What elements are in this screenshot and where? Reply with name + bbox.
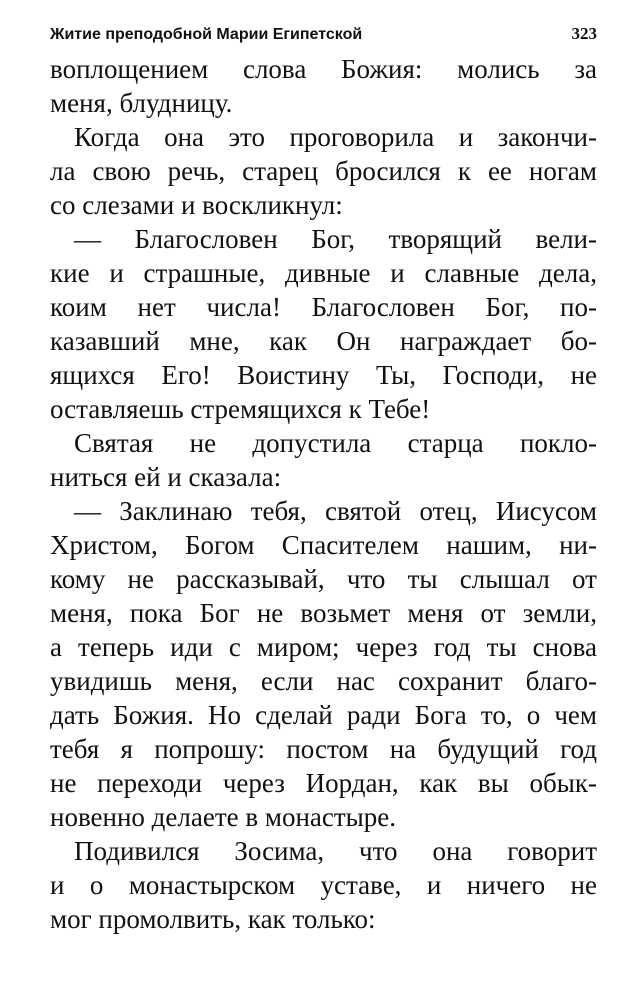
text-line: а теперь иди с миром; через год ты снова	[50, 632, 597, 662]
page-header	[50, 24, 597, 52]
text-line: дать Божия. Но сделай ради Бога то, о чем	[50, 700, 597, 730]
text-line: меня, пока Бог не возьмет меня от земли,	[50, 598, 597, 628]
text-line: Подивился Зосима, что она говорит	[74, 836, 597, 866]
text-line: меня, блудницу.	[50, 88, 233, 118]
body-text	[50, 52, 597, 936]
text-line: не переходи через Иордан, как вы обык-	[50, 768, 597, 798]
text-line: казавший мне, как Он награждает бо-	[50, 326, 597, 356]
text-line: Христом, Богом Спасителем нашим, ни-	[50, 530, 597, 560]
text-line: ниться ей и сказала:	[50, 462, 282, 492]
text-line: мог промолвить, как только:	[50, 904, 376, 934]
text-line: ящихся Его! Воистину Ты, Господи, не	[50, 360, 597, 390]
text-line: коим нет числа! Благословен Бог, по-	[50, 292, 597, 322]
text-line: тебя я попрошу: постом на будущий год	[50, 734, 597, 764]
book-page	[50, 24, 597, 936]
text-line: кому не рассказывай, что ты слышал от	[50, 564, 597, 594]
text-line: и о монастырском уставе, и ничего не	[50, 870, 597, 900]
text-line: кие и страшные, дивные и славные дела,	[50, 258, 597, 288]
running-title: Житие преподобной Марии Египетской	[50, 26, 363, 43]
text-line: воплощением слова Божия: молись за	[50, 54, 597, 84]
text-line: — Благословен Бог, творящий вели-	[74, 224, 597, 254]
text-line: ла свою речь, старец бросился к ее ногам	[50, 156, 597, 186]
text-line: Когда она это проговорила и закончи-	[74, 122, 597, 152]
text-line: со слезами и воскликнул:	[50, 190, 343, 220]
text-line: увидишь меня, если нас сохранит благо-	[50, 666, 597, 696]
text-line: Святая не допустила старца покло-	[74, 428, 597, 458]
page-number: 323	[571, 24, 597, 43]
text-line: — Заклинаю тебя, святой отец, Иисусом	[74, 496, 597, 526]
text-line: новенно делаете в монастыре.	[50, 802, 397, 832]
text-line: оставляешь стремящихся к Тебе!	[50, 394, 431, 424]
